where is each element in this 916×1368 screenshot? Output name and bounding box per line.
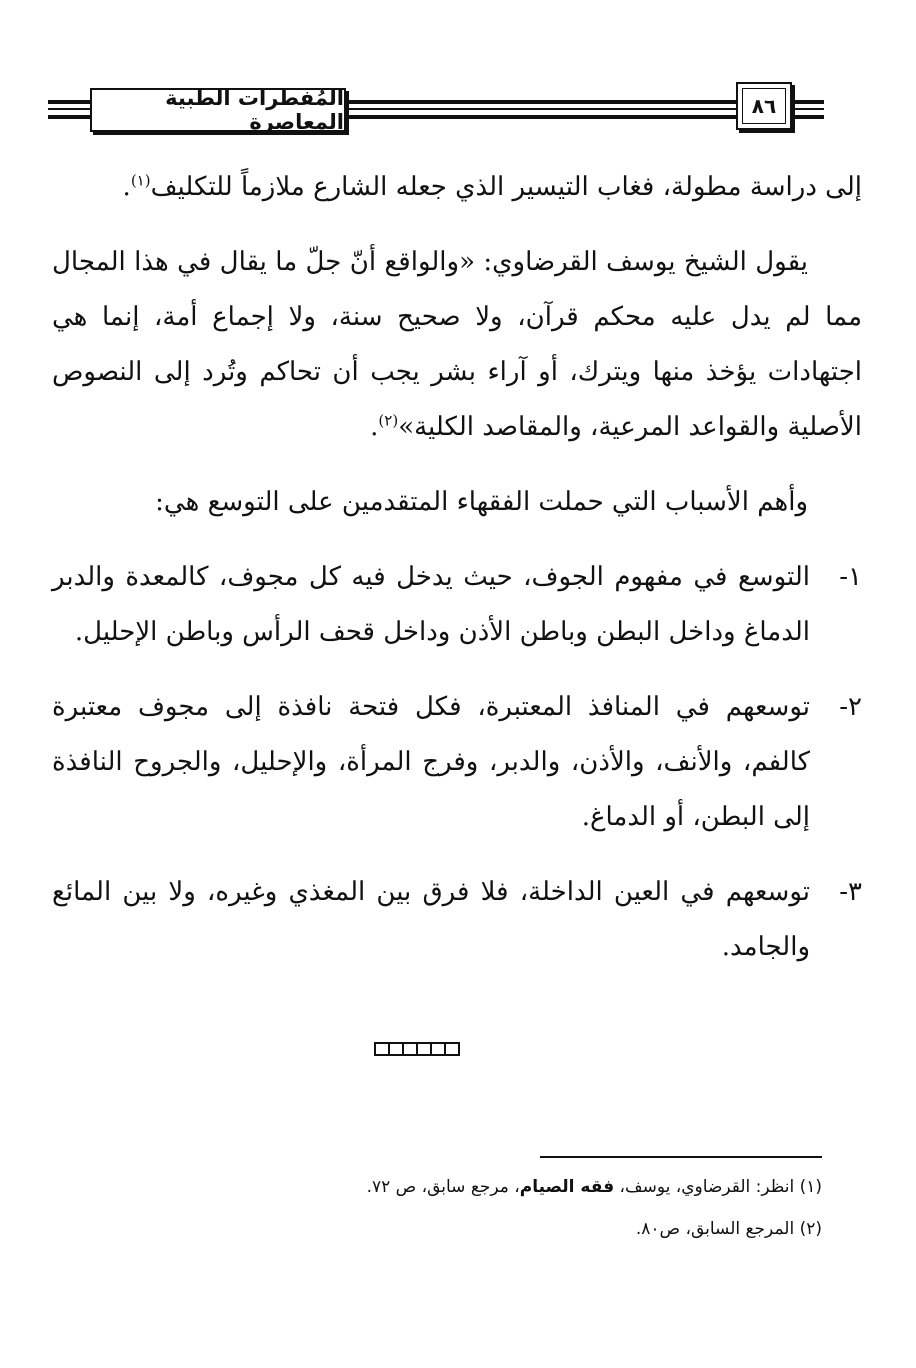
list-item-1-number: ١- [839, 562, 862, 592]
footnote-ref-2: (٢) [378, 411, 399, 430]
list-item-1 [52, 550, 862, 660]
footnote-1-suffix: ، مرجع سابق، ص ٧٢. [366, 1177, 520, 1197]
list-item-1-text: التوسع في مفهوم الجوف، حيث يدخل فيه كل مجوف، كالمعدة والدبر الدماغ وداخل البطن وباطن الأذن وداخل قحف الرأس وباطن الإحليل. [52, 562, 810, 647]
page-number-box [736, 82, 792, 130]
paragraph-2-end: . [370, 412, 379, 442]
footnote-2-text: المرجع السابق، ص٨٠. [635, 1219, 795, 1239]
list-item-2-text: توسعهم في المنافذ المعتبرة، فكل فتحة نافذة إلى مجوف معتبرة كالفم، والأنف، والأذن، والدبر، وفرج المرأة، والإحليل، والجروح النافذة إلى البطن، أو الدماغ. [52, 692, 810, 832]
list-item-2 [52, 680, 862, 845]
footnote-1-number: (١) [799, 1177, 822, 1197]
footnote-2-number: (٢) [799, 1219, 822, 1239]
paragraph-3-intro [52, 475, 862, 530]
paragraph-2-quote [52, 235, 862, 455]
paragraph-1 [52, 160, 862, 215]
running-title-text: المُفطرات الطبية المعاصرة [165, 86, 344, 134]
footnote-1-prefix: انظر: القرضاوي، يوسف، [614, 1177, 795, 1197]
paragraph-2-text: يقول الشيخ يوسف القرضاوي: «والواقع أنّ جلّ ما يقال في هذا المجال مما لم يدل عليه محكم قرآن، ولا صحيح سنة، ولا إجماع أمة، إنما هي اجتهادات يؤخذ منها ويترك، أو آراء بشر يجب أن تحاكم وتُرد إلى النصوص الأصلية والقواعد المرعية، والمقاصد الكلية» [52, 247, 862, 442]
paragraph-3-text: وأهم الأسباب التي حملت الفقهاء المتقدمين على التوسع هي: [155, 487, 808, 517]
paragraph-1-end: . [122, 172, 131, 202]
ornament-box-icon [444, 1042, 460, 1056]
list-item-2-number: ٢- [839, 692, 862, 722]
footnote-1-book-title: فقه الصيام [519, 1177, 615, 1197]
paragraph-1-text: إلى دراسة مطولة، فغاب التيسير الذي جعله الشارع ملازماً للتكليف [150, 172, 862, 202]
list-item-3 [52, 865, 862, 975]
list-item-3-number: ٣- [839, 877, 862, 907]
footnotes [52, 1166, 822, 1250]
footnote-separator [540, 1156, 822, 1158]
section-separator-ornament [374, 1042, 458, 1056]
footnote-1 [52, 1166, 822, 1208]
page-number: ٨٦ [751, 94, 777, 118]
footnote-2 [52, 1208, 822, 1250]
footnote-ref-1: (١) [130, 171, 151, 190]
list-item-3-text: توسعهم في العين الداخلة، فلا فرق بين المغذي وغيره، ولا بين المائع والجامد. [52, 877, 810, 962]
running-title [90, 88, 346, 132]
main-text [52, 160, 862, 995]
